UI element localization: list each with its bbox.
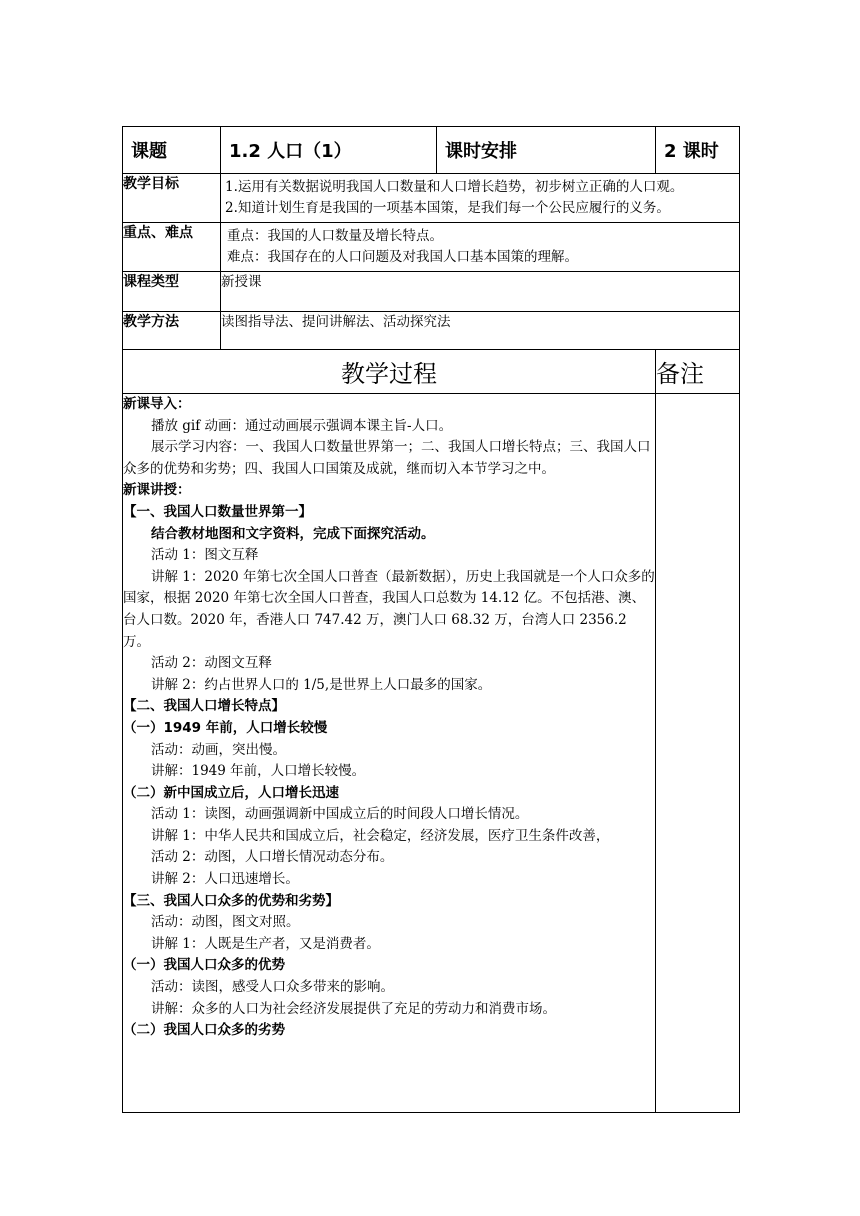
process-paragraph: 【一、我国人口数量世界第一】 (123, 503, 312, 520)
objectives-value (221, 174, 740, 223)
process-title: 教学过程 (123, 350, 656, 394)
process-paragraph: 【二、我国人口增长特点】 (123, 698, 285, 715)
key-points-row (123, 223, 740, 272)
process-paragraph: 讲解 1：2020 年第七次全国人口普查（最新数据），历史上我国就是一个人口众多的国家，根据 2020 年第七次全国人口普查，我国人口总数为 14.12 亿。不包括港、澳、台人口数。2020 年，香港人口 747.42 万，澳门人口 68.32 万，台湾人口 2356.2 万。 (123, 568, 655, 650)
course-type-row (123, 272, 740, 312)
objectives-row (123, 174, 740, 223)
process-paragraph: 讲解 1：中华人民共和国成立后，社会稳定，经济发展，医疗卫生条件改善， (151, 827, 610, 844)
course-type-value: 新授课 (221, 272, 740, 312)
course-type-label: 课程类型 (123, 272, 221, 312)
topic-label: 课题 (123, 127, 221, 174)
process-paragraph: （一）我国人口众多的优势 (123, 957, 285, 974)
process-paragraph: （二）我国人口众多的劣势 (123, 1022, 285, 1039)
process-paragraph: 活动 2：动图，人口增长情况动态分布。 (151, 849, 394, 866)
process-paragraph: 结合教材地图和文字资料，完成下面探究活动。 (151, 525, 435, 542)
process-paragraph: 讲解 1：人既是生产者，又是消费者。 (151, 935, 380, 952)
process-paragraph: 活动 2：动图文互释 (151, 655, 272, 672)
process-paragraph: 讲解：众多的人口为社会经济发展提供了充足的劳动力和消费市场。 (151, 1000, 556, 1017)
key-point-line-1: 重点：我国的人口数量及增长特点。 (227, 228, 443, 244)
process-header-row (123, 350, 740, 394)
process-content (123, 394, 656, 1113)
process-paragraph: 新课导入： (123, 396, 191, 412)
process-paragraph: 讲解：1949 年前，人口增长较慢。 (151, 763, 366, 780)
process-paragraph: 活动：动画，突出慢。 (151, 741, 286, 758)
process-paragraph: 活动：动图，图文对照。 (151, 914, 300, 931)
process-paragraph: 讲解 2：约占世界人口的 1/5,是世界上人口最多的国家。 (151, 676, 492, 693)
lesson-plan-table (122, 126, 740, 1113)
topic-value: 1.2 人口（1） (221, 127, 437, 174)
process-paragraph: 讲解 2：人口迅速增长。 (151, 871, 299, 888)
process-paragraph: （二）新中国成立后，人口增长迅速 (123, 784, 339, 801)
remark-title: 备注 (656, 350, 740, 394)
process-paragraph: 活动 1：图文互释 (151, 547, 259, 564)
process-paragraph: 活动 1：读图，动画强调新中国成立后的时间段人口增长情况。 (151, 806, 529, 823)
process-paragraph: 播放 gif 动画：通过动画展示强调本课主旨-人口。 (151, 417, 453, 434)
method-label: 教学方法 (123, 312, 221, 350)
schedule-value: 2 课时 (656, 127, 740, 174)
process-paragraph: 展示学习内容：一、我国人口数量世界第一；二、我国人口增长特点；三、我国人口众多的优势和劣势；四、我国人口国策及成就，继而切入本节学习之中。 (123, 439, 651, 477)
process-paragraph: 活动：读图，感受人口众多带来的影响。 (151, 979, 394, 996)
process-paragraph: 【三、我国人口众多的优势和劣势】 (123, 892, 339, 909)
objectives-label: 教学目标 (123, 174, 221, 223)
remark-cell (656, 394, 740, 1113)
method-value: 读图指导法、提问讲解法、活动探究法 (221, 312, 740, 350)
key-points-label: 重点、难点 (123, 223, 221, 272)
objective-line-2: 2.知道计划生育是我国的一项基本国策，是我们每一个公民应履行的义务。 (225, 200, 670, 216)
key-points-value (221, 223, 740, 272)
process-paragraph: （一）1949 年前，人口增长较慢 (123, 719, 328, 736)
key-point-line-2: 难点：我国存在的人口问题及对我国人口基本国策的理解。 (227, 249, 578, 265)
schedule-label: 课时安排 (437, 127, 656, 174)
process-body-row (123, 394, 740, 1113)
process-paragraph: 新课讲授： (123, 482, 191, 499)
method-row (123, 312, 740, 350)
header-row (123, 127, 740, 174)
objective-line-1: 1.运用有关数据说明我国人口数量和人口增长趋势，初步树立正确的人口观。 (225, 179, 684, 195)
